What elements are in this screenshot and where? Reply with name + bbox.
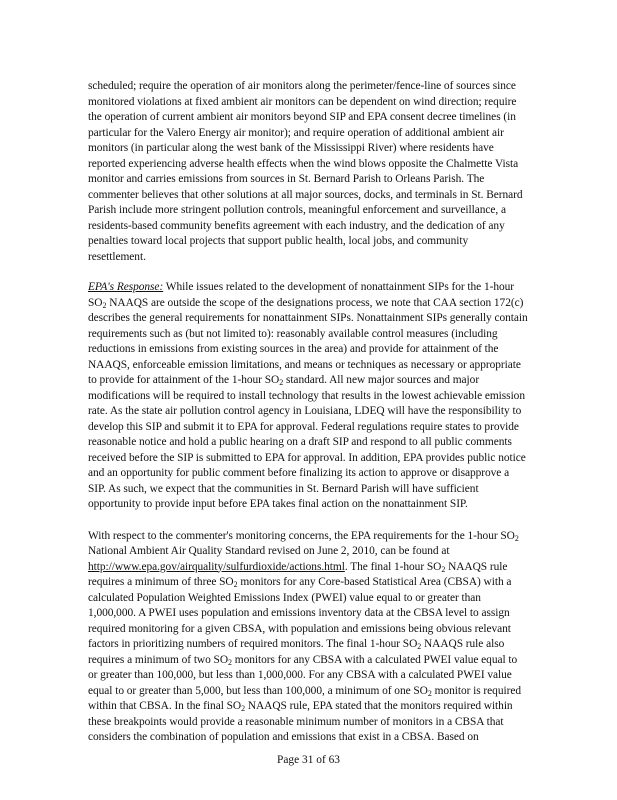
subscript: 2 <box>441 564 446 574</box>
epa-sulfur-dioxide-link[interactable]: http://www.epa.gov/airquality/sulfurdioxide/actions.html <box>88 560 345 573</box>
subscript: 2 <box>102 300 107 310</box>
paragraph-comment-continuation <box>88 79 528 265</box>
epa-response-label: EPA's Response: <box>88 281 164 293</box>
text-run: monitors for any Core-based Statistical Area (CBSA) with a calculated Population Weighted Emissions Index (PWEI) value equal to or greater than 1,000,000. A PWEI uses population and emissions inventory data at the CBSA level to assign required monitoring for a given CBSA, with population and emissions being obvious relevant factors in prioritizing numbers of required monitors. The final 1-hour SO <box>88 576 512 650</box>
text-run: NAAQS rule also requires a minimum of two SO <box>88 638 505 666</box>
text-run: National Ambient Air Quality Standard revised on June 2, 2010, can be found at <box>88 545 450 557</box>
subscript: 2 <box>514 533 519 543</box>
text-run: While issues related to the development of nonattainment SIPs for the 1-hour SO <box>88 281 515 309</box>
text-run: monitor is required within that CBSA. In the final SO <box>88 684 521 712</box>
paragraph-epa-response <box>88 280 528 513</box>
paragraph-monitoring <box>88 529 528 746</box>
subscript: 2 <box>233 580 238 589</box>
subscript: 2 <box>417 642 422 651</box>
text-run: . The final 1-hour SO <box>344 560 442 573</box>
page-number-footer: Page 31 of 63 <box>277 754 340 766</box>
subscript: 2 <box>228 657 232 667</box>
subscript: 2 <box>427 688 432 698</box>
paragraph-text: scheduled; require the operation of air monitors along the perimeter/fence-line of sources since monitored violations at fixed ambient air monitors can be dependent on wind direction; require the operation of current ambient air monitors beyond SIP and EPA consent decree timelines (in particular for the Valero Energy air monitor); and require operation of additional ambient air monitors (in particular along the west bank of the Mississippi River) where residents have reported experiencing adverse health effects when the wind blows opposite the Chalmette Vista monitor and carries emissions from sources in St. Bernard Parish to Orleans Parish. The commenter believes that other solutions at all major sources, docks, and terminals in St. Bernard Parish include more stringent pollution controls, meaningful enforcement and surveillance, a residents-based community benefits agreement with each industry, and the dedication of any penalties toward local projects that support public health, local jobs, and community resettlement. <box>88 80 523 263</box>
text-run: standard. All new major sources and major modifications will be required to install technology that results in the lowest achievable emission rate. As the state air pollution control agency in Louisiana, LDEQ will have the responsibility to develop this SIP and submit it to EPA for approval. Federal regulations require states to provide reasonable notice and hold a public hearing on a draft SIP and respond to all public comments received before the SIP is submitted to EPA for approval. In addition, EPA provides public notice and an opportunity for public comment before finalizing its action to approve or disapprove a SIP. As such, we expect that the communities in St. Bernard Parish will have sufficient opportunity to provide input before EPA takes final action on the nonattainment SIP. <box>88 374 526 510</box>
text-run: With respect to the commenter's monitoring concerns, the EPA requirements for the 1-hour SO <box>88 529 515 542</box>
body-text <box>88 79 528 762</box>
text-run: NAAQS rule requires a minimum of three SO <box>88 560 508 588</box>
text-run: NAAQS are outside the scope of the designations process, we note that CAA section 172(c) describes the general requirements for nonattainment SIPs. Nonattainment SIPs generally contain requirements such as (but not limited to): reasonably available control measures (including reductions in emissions from existing sources in the area) and provide for attainment of the NAAQS, enforceable emission limitations, and means or techniques as necessary or appropriate to provide for attainment of the 1-hour SO <box>88 296 528 386</box>
subscript: 2 <box>241 704 246 713</box>
subscript: 2 <box>279 378 284 387</box>
text-run: NAAQS rule, EPA stated that the monitors required within these breakpoints would provide a reasonable minimum number of monitors in a CBSA that considers the combination of population and emissions that exist in a CBSA. Based on <box>88 700 513 743</box>
text-run: monitors for any CBSA with a calculated PWEI value equal to or greater than 100,000, but less than 1,000,000. For any CBSA with a calculated PWEI value equal to or greater than 5,000, but less than 100,000, a minimum of one SO <box>88 653 518 697</box>
